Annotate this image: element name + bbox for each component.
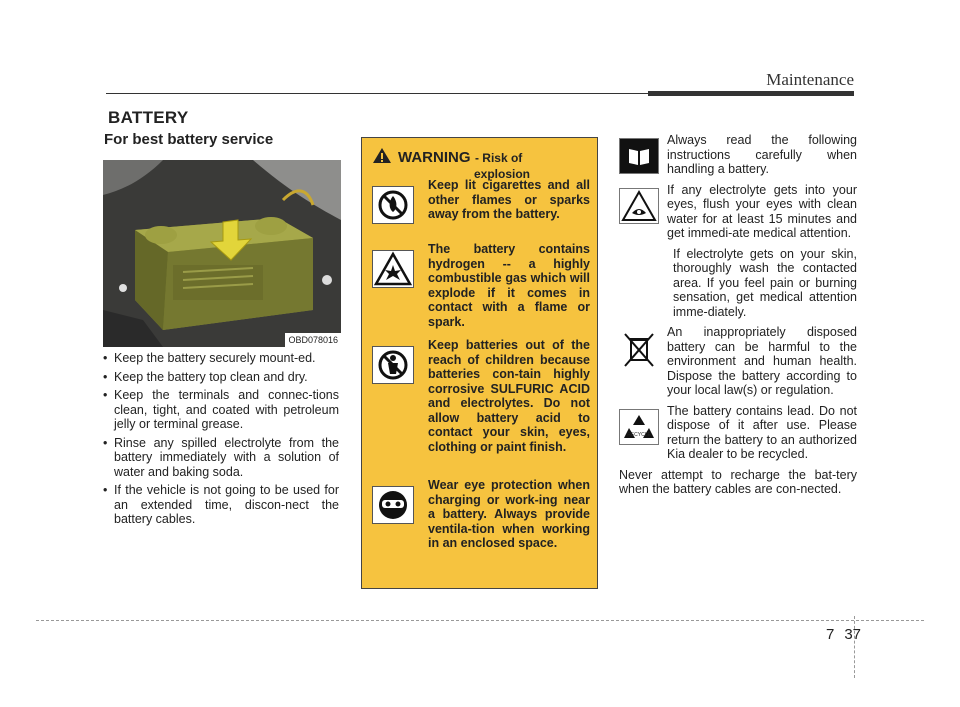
skin-contact-text: If electrolyte gets on your skin, thoroughly wash the contacted area. If you feel pain or burning sensation, get medical attention imme-diately. [673,246,857,319]
page-number [826,626,861,643]
list-item: • Keep the battery securely mount-ed. [103,351,339,366]
chapter-number: 7 [826,626,835,643]
battery-photo [103,160,341,347]
photo-reference-code: OBD078016 [285,333,341,347]
warning-item-text: Wear eye protection when charging or work-ing near a battery. Always provide ventila-tion when working in an enclosed space. [428,478,590,550]
warning-label: WARNING [398,149,471,166]
warning-box [361,137,598,589]
recharge-caution-text: Never attempt to recharge the bat-tery when the battery cables are con-nected. [619,467,857,496]
read-instructions-text: Always read the following instructions carefully when handling a battery. [667,133,857,176]
manual-book-icon [619,138,659,174]
list-item: • Keep the terminals and connec-tions clean, tight, and coated with petroleum jelly or terminal grease. [103,388,339,432]
warning-item [372,478,590,551]
section-title: BATTERY [108,108,189,127]
right-column [619,133,857,497]
warning-item-text: Keep lit cigarettes and all other flames or sparks away from the battery. [428,178,590,221]
warning-header [372,147,592,181]
disposal-item [619,325,857,398]
no-flame-icon [372,186,414,224]
warning-item-text: Keep batteries out of the reach of children because batteries con-tain highly corrosive SULFURIC ACID and electrolytes. Do not allow battery acid to contact your skin, eyes, clothing or paint finish. [428,338,590,454]
battery-photo-illustration [103,160,341,347]
list-item: • Keep the battery top clean and dry. [103,370,339,385]
recycle-item [619,404,857,462]
warning-item [372,338,590,454]
disposal-text: An inappropriately disposed battery can be harmful to the environment and human health. Dispose the battery according to your local law(s) or regulation. [667,325,857,397]
eye-protection-icon [372,486,414,524]
explosion-icon [372,250,414,288]
list-item: • If the vehicle is not going to be used for an extended time, discon-nect the battery cables. [103,483,339,527]
keep-away-children-icon [372,346,414,384]
warning-item-text: The battery contains hydrogen -- a highly combustible gas which will explode if it comes in contact with a flame or spark. [428,242,590,329]
page-number-value: 37 [844,626,862,643]
battery-tips-list [103,351,339,531]
recycle-icon [619,409,659,445]
eye-flush-text: If any electrolyte gets into your eyes, flush your eyes with clean water for at least 15 minutes and get immedi-ate medical attention. [667,182,857,240]
warning-subtitle-2: explosion [474,167,531,181]
header-title: Maintenance [766,70,854,89]
eye-wash-icon [619,188,659,224]
read-instructions-item [619,133,857,177]
warning-subtitle: - Risk of [474,151,523,165]
subheading: For best battery service [104,131,274,148]
recycle-label: RECYCLE [627,432,651,438]
list-item: • Rinse any spilled electrolyte from the battery immediately with a solution of water and baking soda. [103,436,339,480]
eye-flush-item [619,183,857,241]
warning-triangle-icon [372,147,392,164]
lead-recycle-text: The battery contains lead. Do not dispose of it after use. Please return the battery to an authorized Kia dealer to be recycled. [667,403,857,461]
warning-item [372,242,590,329]
footer-rule [36,620,924,621]
crossed-bin-icon [619,330,659,366]
warning-item [372,178,590,222]
header-rule-accent [648,91,854,96]
